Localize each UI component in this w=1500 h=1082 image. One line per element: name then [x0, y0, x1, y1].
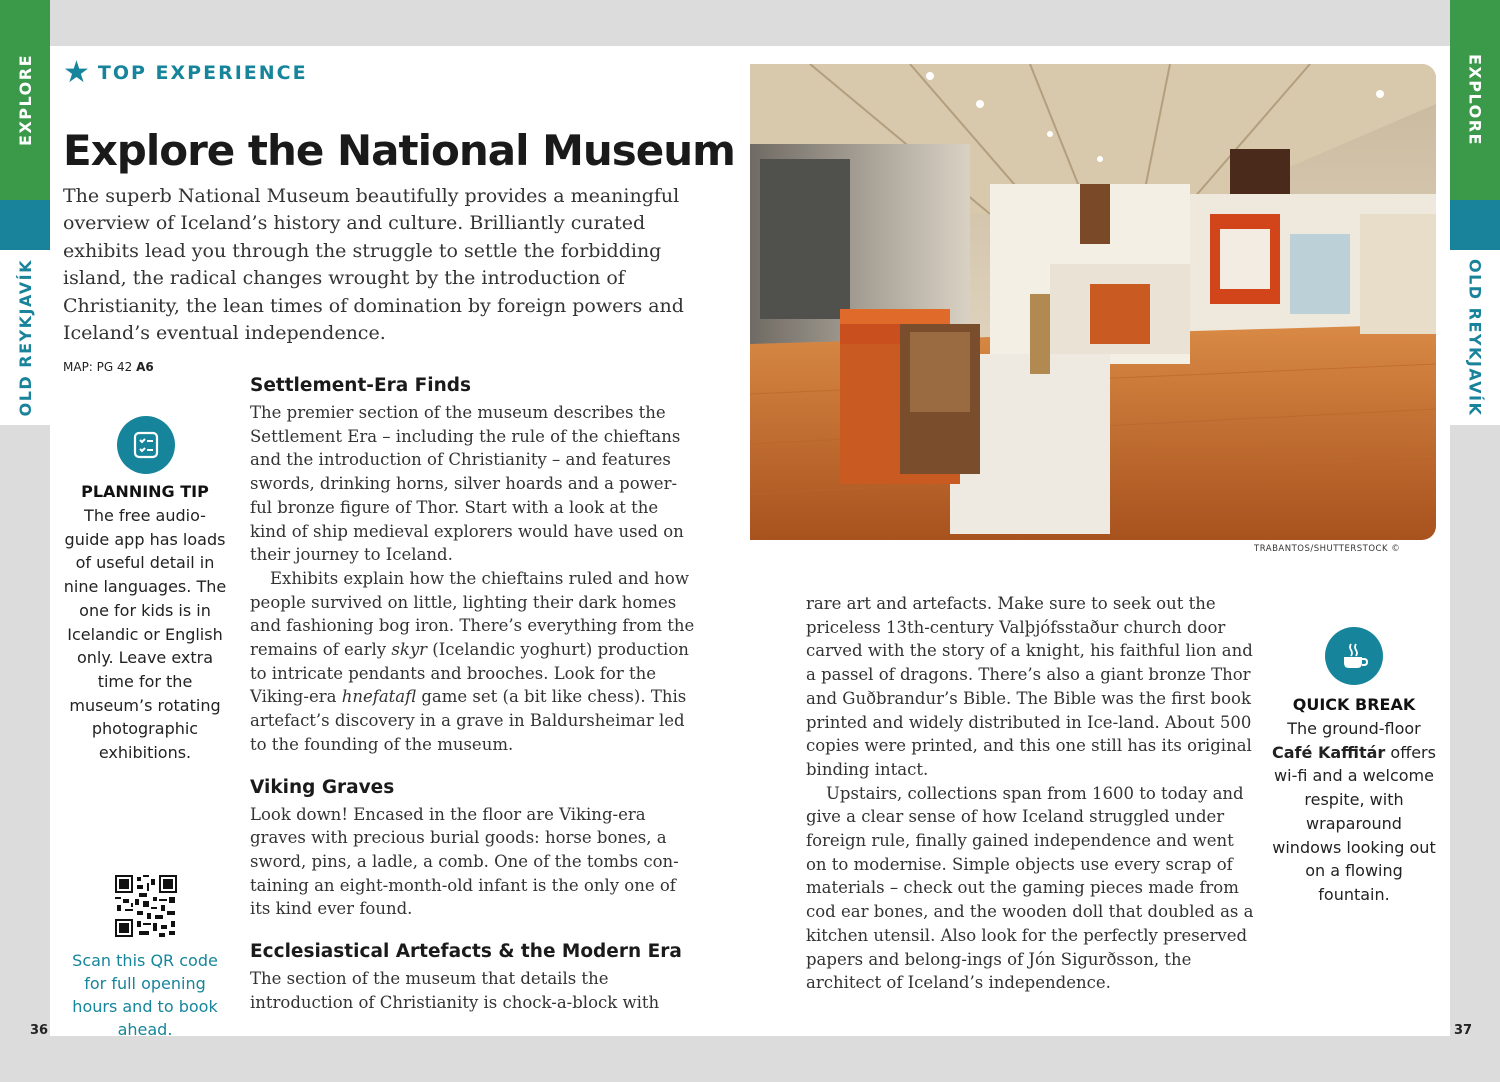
qr-code-icon[interactable]: [115, 875, 177, 941]
checklist-icon: [117, 416, 175, 474]
section-heading-settlement: Settlement-Era Finds: [250, 375, 472, 396]
star-icon: ★: [63, 55, 90, 90]
settlement-paragraph-2: Exhibits explain how the chieftains ruled and how people survived on little, lighting their dark homes and fashioning bog iron. There’s everything from the remains of early skyr (Icelandic yoghurt) production to intricate pendants and brooches. Look for the Viking-era hnefatafl game set (a bit like chess). This artefact’s discovery in a grave in Baldursheimar led to the founding of the museum.: [250, 568, 695, 754]
page-number-left: 36: [30, 1023, 49, 1038]
tab-divider-right: [1450, 200, 1500, 250]
planning-tip-heading: PLANNING TIP: [81, 482, 209, 501]
ecclesiastical-paragraph-2: Upstairs, collections span from 1600 to today and give a clear sense of how Iceland struggled under foreign rule, finally gained independence and went on to modernise. Simple objects use every scrap of materials – check out the gaming pieces made from cod ear bones, and the wooden doll that doubled as a kitchen utensil. Also look for the perfectly preserved papers and belong-ings of Jón Sigurðsson, the architect of Iceland’s independence.: [806, 783, 1254, 993]
intro-paragraph: The superb National Museum beautifully provides a meaningful overview of Iceland’s history and culture. Brilliantly curated exhibits lead you through the struggle to settle the forbidding island, the radical changes wrought by the introduction of Christianity, the lean times of domination by foreign powers and Iceland’s eventual independence.: [63, 185, 684, 345]
photo-credit: TRABANTOS/SHUTTERSTOCK ©: [1254, 544, 1401, 554]
section-heading-ecclesiastical: Ecclesiastical Artefacts & the Modern Era: [250, 941, 682, 963]
tab-explore-left: EXPLORE: [0, 0, 50, 200]
section-heading-viking: Viking Graves: [250, 776, 395, 798]
badge-label: TOP EXPERIENCE: [97, 62, 308, 84]
top-experience-badge: [63, 55, 308, 90]
quick-break: [1270, 693, 1438, 907]
tab-divider-left: [0, 200, 50, 250]
tab-area-right: OLD REYKJAVÍK: [1450, 250, 1500, 425]
planning-tip: [62, 480, 228, 765]
planning-tip-text: The free audio-guide app has loads of useful detail in nine languages. The one for kids is in Icelandic or English only. Leave extra time for the museum’s rotating photographic exhibitions.: [63, 506, 227, 763]
main-column-right: [806, 592, 1256, 995]
ecclesiastical-paragraph-start: The section of the museum that details the introduction of Christianity is chock-a-block with: [250, 969, 660, 1012]
tab-explore-right: EXPLORE: [1450, 0, 1500, 200]
ecclesiastical-paragraph-continued: rare art and artefacts. Make sure to seek out the priceless 13th-century Valþjófsstaður church door carved with the story of a knight, his faithful lion and a passel of dragons. There’s also a giant bronze Thor and Guðbrandur’s Bible. The Bible was the first book printed and widely distributed in Ice-land. About 500 copies were printed, and this one still has its original binding intact.: [806, 594, 1253, 779]
cafe-name: Café Kaffitár: [1272, 742, 1386, 762]
settlement-paragraph-1: The premier section of the museum describes the Settlement Era – including the rule of the chieftans and the introduction of Christianity – and features swords, drinking horns, silver hoards and a power-ful bronze figure of Thor. Start with a look at the kind of ship medieval explorers would have used on their journey to Iceland.: [250, 403, 684, 565]
museum-photo: [750, 64, 1436, 540]
tab-area-left: OLD REYKJAVÍK: [0, 250, 50, 425]
quick-break-heading: QUICK BREAK: [1292, 695, 1416, 714]
qr-caption: Scan this QR code for full opening hours and to book ahead.: [72, 951, 218, 1039]
page-number-right: 37: [1454, 1023, 1473, 1038]
viking-paragraph: Look down! Encased in the floor are Viking-era graves with precious burial goods: horse bones, a sword, pins, a ladle, a comb. One of the tombs con-taining an eight-month-old infant is the only one of its kind ever found.: [250, 804, 679, 919]
main-column-left: [250, 371, 695, 1014]
coffee-cup-icon: [1325, 627, 1383, 685]
quick-break-text: The ground-floor Café Kaffitár offers wi-fi and a welcome respite, with wraparound windows looking out on a flowing fountain.: [1272, 719, 1436, 904]
page-title: Explore the National Museum: [63, 126, 735, 175]
map-reference: MAP: PG 42 A6: [63, 360, 154, 374]
